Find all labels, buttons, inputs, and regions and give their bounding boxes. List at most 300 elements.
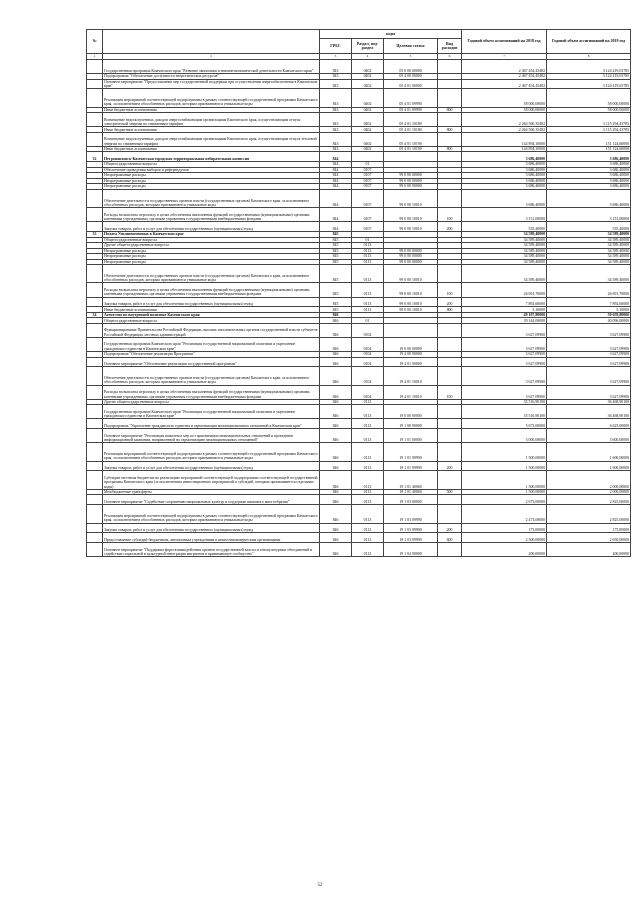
row-vr [438,132,462,146]
header-razdel: Раздел, под-раздел [352,39,384,54]
table-row [87,152,631,162]
row-amount-2019: 58 000,00000 [547,89,631,107]
row-amount-2018: 2 467 454,45482 [462,74,547,80]
row-csr: 19 4 01 00000 [384,357,438,367]
row-vr: 200 [438,523,462,533]
row-grbs: 845 [320,259,352,265]
row-name: Основное мероприятие "Предоставление мер государственной поддержки при осуществлении энергообеспечения в Камчатском крае" [103,79,320,89]
table-row [87,495,631,505]
row-csr: 19 1 03 09990 [384,505,438,523]
row-amount-2018: 3 627,09900 [462,352,547,358]
row-csr: 05 4 01 10180 [384,113,438,127]
table-row [87,505,631,523]
row-name: Непрограммные расходы [103,259,320,265]
row-vr: 800 [438,307,462,313]
row-vr: 800 [438,146,462,152]
row-vr [438,505,462,523]
row-razdel: 0402 [352,89,384,107]
row-razdel: 0402 [352,60,384,74]
row-name: Межбюджетные трансферты [103,489,320,495]
table-body [87,60,631,557]
row-grbs: 846 [320,495,352,505]
row-vr [438,495,462,505]
table-row [87,461,631,471]
table-row [87,265,631,283]
index-cell: 3 [320,54,352,60]
row-razdel: 0113 [352,297,384,307]
row-vr: 600 [438,533,462,543]
row-grbs: 846 [320,405,352,419]
row-grbs: 844 [320,167,352,173]
row-number [87,405,103,419]
row-amount-2019: 3 124 419,03785 [547,79,631,89]
row-grbs: 846 [320,352,352,358]
row-grbs: 846 [320,489,352,495]
row-razdel: 0104 [352,357,384,367]
row-amount-2018: 3 000,00000 [462,429,547,443]
row-number [87,189,103,207]
row-csr: 99 0 00 10010 [384,189,438,207]
row-amount-2019: 58 000,00000 [547,107,631,113]
row-name: Другие общегосударственные вопросы [103,399,320,405]
row-amount-2019: 3 600,00000 [547,429,631,443]
row-amount-2019: 3 686,40000 [547,173,631,179]
row-vr [438,113,462,127]
row-vr [438,419,462,429]
row-amount-2018: 2 467 454,45482 [462,79,547,89]
row-csr: 05 4 01 00000 [384,79,438,89]
row-razdel: 01 [352,162,384,168]
row-amount-2018: 5,10000 [462,307,547,313]
row-csr: 19 0 00 00000 [384,337,438,351]
row-vr [438,405,462,419]
budget-table [86,29,631,557]
table-row [87,471,631,489]
row-name: Агентство по внутренней политике Камчатского края [103,312,320,318]
row-grbs: 845 [320,248,352,254]
row-grbs: 844 [320,173,352,179]
row-razdel: 0104 [352,337,384,351]
row-name: Закупка товаров, работ и услуг для обеспечения государственных (муниципальных) нужд [103,222,320,232]
row-number [87,523,103,533]
row-csr: 05 4 01 10190 [384,146,438,152]
row-csr [384,323,438,337]
row-amount-2018: 34 589,40000 [462,259,547,265]
row-number [87,443,103,461]
row-razdel: 0113 [352,399,384,405]
row-razdel: 0113 [352,429,384,443]
row-amount-2019: 34 589,40000 [547,259,631,265]
row-amount-2018: 3 627,09900 [462,385,547,399]
row-amount-2018: 144 894,10000 [462,146,547,152]
row-amount-2018: 3 686,40000 [462,173,547,179]
row-grbs: 845 [320,297,352,307]
row-grbs: 845 [320,237,352,243]
row-razdel: 0402 [352,127,384,133]
row-number [87,79,103,89]
row-amount-2019: 151 124,60000 [547,146,631,152]
row-grbs: 843 [320,113,352,127]
row-csr: 19 1 01 09990 [384,461,438,471]
row-grbs: 844 [320,152,352,162]
row-vr [438,471,462,489]
row-razdel: 0402 [352,79,384,89]
row-vr [438,357,462,367]
row-csr: 99 0 00 10010 [384,297,438,307]
row-csr: 19 1 03 09990 [384,533,438,543]
row-amount-2018: 7 892,60000 [462,297,547,307]
row-amount-2018: 34 589,40000 [462,237,547,243]
row-amount-2019: 1 600,00000 [547,461,631,471]
row-amount-2019: 3 686,40000 [547,162,631,168]
row-vr: 100 [438,208,462,222]
row-name: Петропавловск-Камчатская городская территориальная избирательная комиссия [103,152,320,162]
row-razdel: 0113 [352,471,384,489]
row-amount-2019: 3 627,09900 [547,367,631,385]
row-amount-2018: 3 686,40000 [462,189,547,207]
row-amount-2019: 2 000,00000 [547,471,631,489]
row-csr: 99 0 00 00000 [384,259,438,265]
row-name: Подпрограмма "Укрепление гражданского единства и гармонизация межнациональных отношений в Камчатском крае" [103,419,320,429]
row-amount-2018: 1 500,00000 [462,443,547,461]
row-amount-2019: 3 686,40000 [547,167,631,173]
row-amount-2019: 34 589,40000 [547,232,631,238]
row-razdel: 01 [352,237,384,243]
row-name: Обеспечение деятельности государственных органов власти (государственных органов) Камчатского края, за исключением обособленных расходов, которым присваиваются уникальные коды [103,367,320,385]
row-amount-2018: 34 589,40000 [462,265,547,283]
table-row [87,283,631,297]
row-grbs: 844 [320,189,352,207]
row-amount-2018: 34 589,40000 [462,232,547,238]
row-razdel: 0113 [352,495,384,505]
row-vr [438,189,462,207]
row-csr: 19 1 01 40060 [384,489,438,495]
row-grbs: 843 [320,79,352,89]
row-number [87,337,103,351]
row-amount-2018: 535,40000 [462,222,547,232]
row-csr: 19 1 01 09990 [384,443,438,461]
row-grbs: 845 [320,232,352,238]
row-number [87,543,103,557]
row-amount-2018: 1 500,00000 [462,461,547,471]
row-name: Предоставление субсидий бюджетным, автономным учреждениям и иным некоммерческим организациям [103,533,320,543]
row-amount-2018: 3 686,40000 [462,184,547,190]
row-amount-2018: 2 264 560,35482 [462,127,547,133]
row-csr: 05 4 01 09990 [384,89,438,107]
row-number [87,357,103,367]
row-vr: 200 [438,297,462,307]
header-name [103,30,320,54]
row-number [87,385,103,399]
row-csr: 19 1 01 40060 [384,471,438,489]
row-number [87,222,103,232]
row-name: Обеспечение проведения выборов и референдумов [103,167,320,173]
row-grbs: 843 [320,107,352,113]
row-razdel: 0402 [352,74,384,80]
row-grbs: 843 [320,89,352,107]
row-razdel: 0104 [352,385,384,399]
header-csr: Целевая статья [384,39,438,54]
row-csr: 99 0 00 10010 [384,208,438,222]
row-grbs: 846 [320,429,352,443]
row-vr [438,323,462,337]
row-razdel: 0113 [352,259,384,265]
row-grbs: 846 [320,505,352,523]
table-row [87,323,631,337]
row-csr: 19 1 00 00000 [384,419,438,429]
table-row [87,113,631,127]
row-grbs: 844 [320,222,352,232]
row-amount-2019: 26 691,70000 [547,283,631,297]
row-amount-2018: 34 589,40000 [462,248,547,254]
row-name: Основное мероприятие "Содействие сохранению национальных культур и поддержке языкового многообразия" [103,495,320,505]
row-amount-2018: 34 589,40000 [462,243,547,249]
row-vr [438,429,462,443]
budget-sheet [86,29,630,557]
row-razdel: 0113 [352,254,384,260]
row-number [87,367,103,385]
row-amount-2018: 35 516,90100 [462,405,547,419]
row-csr: 19 1 04 00000 [384,543,438,557]
table-row [87,367,631,385]
row-name: Государственная программа Камчатского края "Реализация государственной национальной политики и укрепление гражданского единства в Камчатском крае" [103,337,320,351]
row-amount-2019: 40 096,00000 [547,318,631,324]
index-cell: 1 [87,54,103,60]
row-number [87,419,103,429]
row-amount-2019: 2 000,00000 [547,489,631,495]
row-amount-2019: 3 686,40000 [547,189,631,207]
row-amount-2018: 3 686,40000 [462,152,547,162]
row-name: Реализация мероприятий соответствующей подпрограммы в рамках соответствующей государственной программы Камчатского края, за исключением обособленных расходов, которым присваиваются уникальные коды [103,443,320,461]
row-amount-2018: 34 589,40000 [462,254,547,260]
table-row [87,208,631,222]
row-razdel: 0113 [352,248,384,254]
row-razdel: 0402 [352,107,384,113]
row-vr [438,337,462,351]
row-csr: 19 1 03 00000 [384,495,438,505]
row-grbs: 845 [320,243,352,249]
row-grbs: 846 [320,323,352,337]
row-name: Обеспечение деятельности государственных органов власти (государственных органов) Камчатского края, за исключением обособленных расходов, которым присваиваются уникальные коды [103,189,320,207]
row-number [87,505,103,523]
row-razdel [352,152,384,162]
row-razdel: 0104 [352,323,384,337]
row-name: Основное мероприятие "Реализация комплекса мер по гармонизации межнациональных отношений и проведение информационной кампании, направленной на гармонизацию межнациональных отношений" [103,429,320,443]
row-name: Обеспечение деятельности государственных органов власти (государственных органов) Камчатского края, за исключением обособленных расходов, которым присваиваются уникальные коды [103,265,320,283]
row-amount-2018: 3 627,09900 [462,323,547,337]
row-vr: 200 [438,461,462,471]
row-razdel: 0104 [352,367,384,385]
header-2018: Годовой объем ассигнований на 2018 год [462,30,547,54]
row-razdel: 0402 [352,146,384,152]
row-razdel: 0113 [352,543,384,557]
row-number [87,283,103,297]
row-csr: 05 4 00 00000 [384,74,438,80]
row-vr [438,60,462,74]
index-cell: 6 [438,54,462,60]
row-csr: 05 4 01 10190 [384,132,438,146]
row-grbs: 844 [320,208,352,222]
row-amount-2018: 200,00000 [462,543,547,557]
row-csr [384,152,438,162]
header-codes: коды [320,30,462,39]
row-number [87,471,103,489]
row-name: Функционирование Правительства Российской Федерации, высших исполнительных органов государственной власти субъектов Российской Федерации, местных администраций [103,323,320,337]
row-name: Субсидии местным бюджетам на реализацию мероприятий соответствующей подпрограммы соответствующей государственной программы Камчатского края (за исключением инвестиционных мероприятий и субсидий, которым присваиваются отдельные коды) [103,471,320,489]
row-name: Непрограммные расходы [103,254,320,260]
row-razdel: 0113 [352,461,384,471]
row-razdel: 0402 [352,113,384,127]
table-row [87,132,631,146]
row-grbs: 844 [320,184,352,190]
row-grbs: 843 [320,132,352,146]
row-razdel: 0113 [352,283,384,297]
row-name: Иные бюджетные ассигнования [103,127,320,133]
row-amount-2019: 200,00000 [547,543,631,557]
row-amount-2018: 3 151,00000 [462,208,547,222]
row-amount-2019: 3 151,00000 [547,208,631,222]
row-csr: 19 4 01 10010 [384,385,438,399]
row-name: Закупка товаров, работ и услуг для обеспечения государственных (муниципальных) нужд [103,297,320,307]
row-amount-2018: 3 686,40000 [462,162,547,168]
row-name: Государственная программа Камчатского края "Реализация государственной национальной политики и укрепление гражданского единства в Камчатском крае" [103,405,320,419]
row-grbs: 846 [320,419,352,429]
table-row [87,60,631,74]
row-amount-2018: 2 264 560,35482 [462,113,547,127]
row-amount-2018: 173,00000 [462,523,547,533]
row-amount-2018: 2 473,00000 [462,505,547,523]
row-amount-2019: 3 627,09900 [547,357,631,367]
row-csr: 99 0 00 10010 [384,222,438,232]
row-razdel: 0104 [352,352,384,358]
row-vr: 500 [438,489,462,495]
row-name: Расходы на выплаты персоналу в целях обеспечения выполнения функций государственными (муниципальными) органами, казенными учреждениями, органами управления государственными внебюджетными фондами [103,283,320,297]
row-csr: 19 0 00 00000 [384,405,438,419]
row-csr: 99 0 00 10010 [384,307,438,313]
row-amount-2018: 58 000,00000 [462,89,547,107]
row-vr: 100 [438,283,462,297]
row-csr: 19 4 01 10010 [384,367,438,385]
row-vr [438,152,462,162]
row-name: Непрограммные расходы [103,184,320,190]
row-vr [438,543,462,557]
table-row [87,222,631,232]
row-amount-2019: 36 468,90100 [547,405,631,419]
table-row [87,533,631,543]
row-amount-2019: 3 124 419,03785 [547,74,631,80]
row-amount-2019: 3 686,40000 [547,178,631,184]
row-name: Иные бюджетные ассигнования [103,146,320,152]
table-row [87,337,631,351]
row-grbs: 846 [320,461,352,471]
row-name: Непрограммные расходы [103,178,320,184]
row-grbs: 846 [320,357,352,367]
row-name: Подпрограмма "Обеспечение реализации Программы" [103,352,320,358]
row-amount-2019: 7 892,60000 [547,297,631,307]
row-number [87,297,103,307]
row-number [87,132,103,146]
row-grbs: 846 [320,318,352,324]
row-grbs: 845 [320,307,352,313]
row-vr: 100 [438,385,462,399]
table-row [87,297,631,307]
row-name: Основное мероприятие "Поддержка форм взаимодействия органов государственной власти и этнокультурных объединений и содействие социальной и культурной интеграции мигрантов в принимающее сообщество" [103,543,320,557]
row-number [87,60,103,74]
row-name: Общегосударственные вопросы [103,237,320,243]
row-razdel: 0113 [352,523,384,533]
table-row [87,429,631,443]
row-csr: 19 1 01 00000 [384,429,438,443]
row-name: Подпрограмма "Обеспечение доступности энергетических ресурсов" [103,74,320,80]
row-name: Закупка товаров, работ и услуг для обеспечения государственных (муниципальных) нужд [103,523,320,533]
row-csr: 99 0 00 00000 [384,254,438,260]
row-amount-2019: 3 124 419,03785 [547,60,631,74]
row-amount-2018: 49 107,80000 [462,312,547,318]
row-csr: 99 0 00 10010 [384,265,438,283]
row-number [87,265,103,283]
row-razdel: 0113 [352,505,384,523]
row-csr: 99 0 00 10010 [384,283,438,297]
row-csr: 99 0 00 00000 [384,184,438,190]
row-name: Непрограммные расходы [103,248,320,254]
row-grbs: 843 [320,60,352,74]
row-vr: 800 [438,127,462,133]
row-amount-2018: 1 500,00000 [462,471,547,489]
row-razdel: 01 [352,318,384,324]
row-grbs: 846 [320,533,352,543]
row-amount-2019: 34 589,40000 [547,237,631,243]
row-razdel: 0113 [352,489,384,495]
table-row [87,419,631,429]
row-vr [438,367,462,385]
table-row [87,405,631,419]
table-row [87,189,631,207]
row-name: Закупка товаров, работ и услуг для обеспечения государственных (муниципальных) нужд [103,461,320,471]
row-amount-2019: 2 825,00000 [547,505,631,523]
row-razdel: 0107 [352,222,384,232]
table-row [87,89,631,107]
row-vr [438,265,462,283]
row-number [87,461,103,471]
row-name: Непрограммные расходы [103,173,320,179]
row-grbs: 845 [320,254,352,260]
row-amount-2018: 144 894,10000 [462,132,547,146]
header-2019: Годовой объем ассигнований на 2019 год [547,30,631,54]
row-amount-2018: 2 467 454,45482 [462,60,547,74]
index-cell: 8 [547,54,631,60]
row-amount-2018: 2 300,00000 [462,533,547,543]
row-grbs: 844 [320,162,352,168]
row-number: 32 [87,152,103,162]
row-amount-2019: 3 115 294,43785 [547,127,631,133]
row-amount-2019: 151 124,60000 [547,132,631,146]
row-amount-2018: 3 627,09900 [462,337,547,351]
row-amount-2018: 2 673,00000 [462,495,547,505]
row-razdel: 0107 [352,189,384,207]
row-name: Палата Уполномоченных в Камчатском крае [103,232,320,238]
row-razdel: 0113 [352,243,384,249]
header-grbs: ГРБС [320,39,352,54]
row-amount-2018: 3 627,09900 [462,357,547,367]
row-grbs: 846 [320,471,352,489]
row-amount-2019: 1 600,00000 [547,443,631,461]
row-amount-2018: 3 686,40000 [462,167,547,173]
row-amount-2019: 3 627,09900 [547,323,631,337]
row-grbs: 846 [320,367,352,385]
row-csr: 99 0 00 00000 [384,173,438,179]
row-name: Расходы на выплаты персоналу в целях обеспечения выполнения функций государственными (муниципальными) органами, казенными учреждениями, органами управления государственными внебюджетными фондами [103,385,320,399]
row-vr [438,89,462,107]
